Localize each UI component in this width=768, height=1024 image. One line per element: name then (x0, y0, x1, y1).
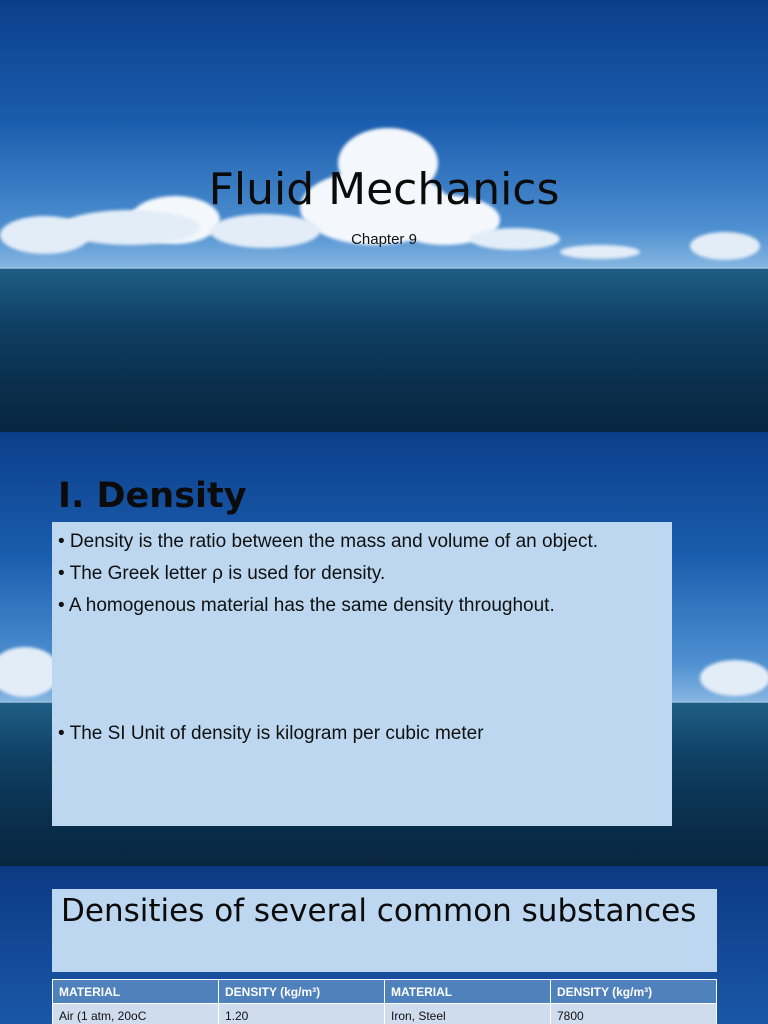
slide-density (0, 432, 768, 866)
horizon-line (0, 267, 768, 269)
density-heading: I. Density (58, 476, 247, 516)
table-cell: 7800 (551, 1004, 717, 1024)
table-header-cell: DENSITY (kg/m³) (219, 980, 385, 1004)
table-cell: 1.20 (219, 1004, 385, 1024)
slide-title-text: Fluid Mechanics (208, 164, 560, 215)
table-cell: Air (1 atm, 20oC (53, 1004, 219, 1024)
table-row (53, 1004, 717, 1024)
table-header-cell: MATERIAL (385, 980, 551, 1004)
bullet-item: • The SI Unit of density is kilogram per cubic meter (58, 723, 484, 744)
sea-background (0, 268, 768, 432)
slide-subtitle-text: Chapter 9 (351, 231, 417, 248)
table-header-row (53, 980, 717, 1004)
bullet-item: • The Greek letter ρ is used for density. (58, 563, 386, 584)
slide-densities-table (0, 866, 768, 1024)
table-header-cell: DENSITY (kg/m³) (551, 980, 717, 1004)
bullet-item: • Density is the ratio between the mass and volume of an object. (58, 531, 598, 552)
bullet-item: • A homogenous material has the same density throughout. (58, 595, 555, 616)
table-header-cell: MATERIAL (53, 980, 219, 1004)
density-text-box (52, 522, 672, 826)
table-cell: Iron, Steel (385, 1004, 551, 1024)
slide-title (0, 0, 768, 432)
densities-heading: Densities of several common substances (52, 889, 717, 972)
densities-table (52, 979, 717, 1024)
